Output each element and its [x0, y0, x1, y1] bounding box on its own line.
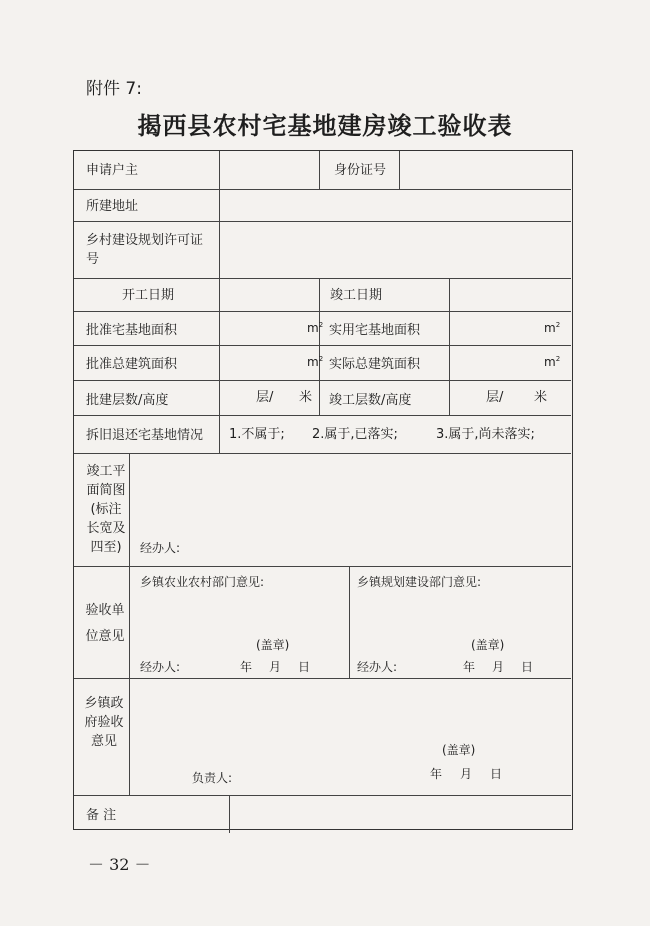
address-label: 所建地址: [86, 199, 139, 214]
planning-day: 日: [521, 660, 534, 674]
area-unit: $m^2$: [307, 355, 324, 369]
planning-opinion-label: 乡镇规划建设部门意见:: [357, 575, 482, 589]
agri-month: 月: [269, 660, 282, 674]
applicant-label: 申请户主: [86, 163, 139, 178]
acceptance-form-table: [73, 150, 573, 830]
demolition-option-1: 1.不属于;: [229, 427, 285, 442]
actual-building-area-label: 实际总建筑面积: [329, 357, 421, 372]
acceptance-label: 验收单位意见: [85, 603, 125, 644]
page-number: － 32 －: [88, 855, 151, 874]
demolition-option-2: 2.属于,已落实;: [312, 427, 398, 442]
agri-seal: (盖章): [256, 638, 290, 652]
height-unit: 米: [299, 390, 313, 405]
remarks-label: 备 注: [86, 808, 117, 823]
form-title: 揭西县农村宅基地建房竣工验收表: [137, 112, 513, 140]
demolition-label: 拆旧退还宅基地情况: [86, 428, 204, 443]
floors-unit: 层/: [256, 390, 274, 405]
township-seal: (盖章): [442, 743, 476, 757]
planning-handler: 经办人:: [357, 660, 398, 674]
approved-building-area-label: 批准总建筑面积: [86, 357, 178, 372]
agri-opinion-label: 乡镇农业农村部门意见:: [140, 575, 265, 589]
id-number-label: 身份证号: [334, 163, 387, 178]
agri-year: 年: [240, 660, 253, 674]
height-unit: 米: [534, 390, 548, 405]
agri-day: 日: [298, 660, 311, 674]
floor-plan-label: 竣工平面简图(标注长宽及四至): [86, 464, 126, 555]
area-unit: $m^2$: [307, 321, 324, 335]
actual-land-area-label: 实用宅基地面积: [329, 323, 421, 338]
township-day: 日: [490, 767, 503, 781]
agri-handler: 经办人:: [140, 660, 181, 674]
area-unit: $m^2$: [544, 355, 561, 369]
attachment-label: 附件 7:: [86, 79, 142, 99]
demolition-option-3: 3.属于,尚未落实;: [436, 427, 535, 442]
approved-floors-label: 批建层数/高度: [86, 393, 169, 408]
area-unit: $m^2$: [544, 321, 561, 335]
township-year: 年: [430, 767, 443, 781]
township-label: 乡镇政府验收意见: [84, 696, 124, 749]
planning-seal: (盖章): [471, 638, 505, 652]
floor-plan-handler: 经办人:: [140, 541, 181, 555]
start-date-label: 开工日期: [122, 288, 175, 303]
floors-unit: 层/: [486, 390, 504, 405]
finished-floors-label: 竣工层数/高度: [329, 393, 412, 408]
township-month: 月: [460, 767, 473, 781]
planning-month: 月: [492, 660, 505, 674]
approved-land-area-label: 批准宅基地面积: [86, 323, 178, 338]
responsible-label: 负责人:: [192, 771, 233, 785]
permit-label: 乡村建设规划许可证号: [86, 233, 204, 267]
planning-year: 年: [463, 660, 476, 674]
finish-date-label: 竣工日期: [330, 288, 383, 303]
